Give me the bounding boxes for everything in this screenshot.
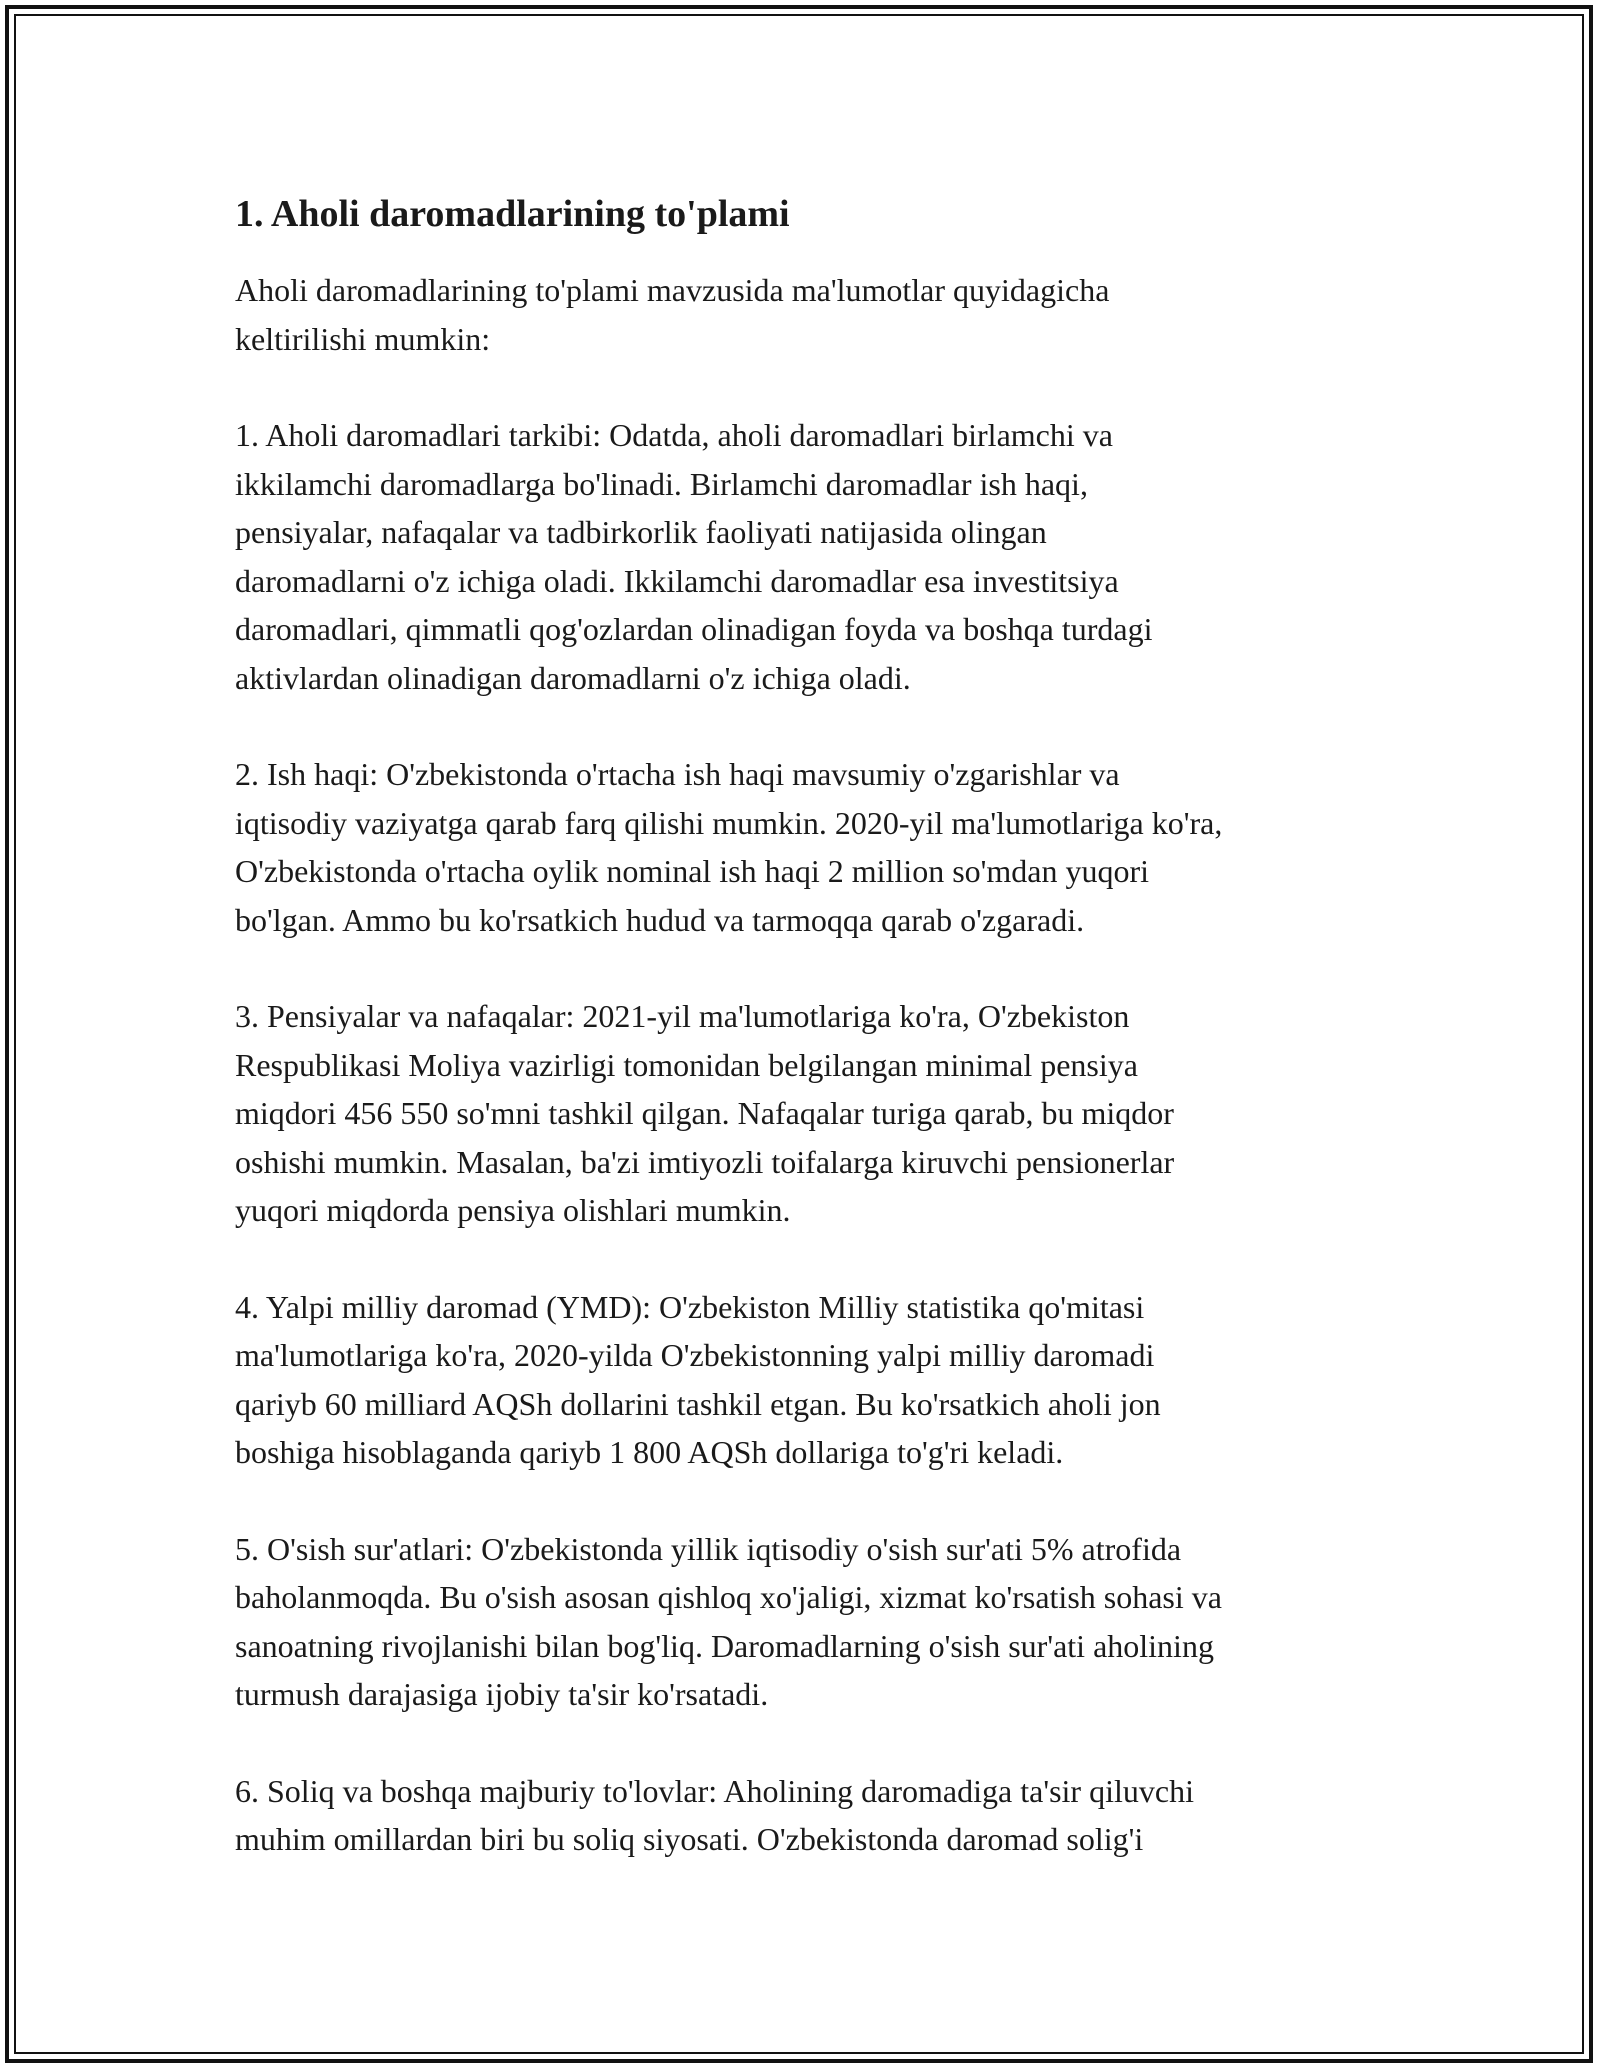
paragraph-growth-rates: 5. O'sish sur'atlari: O'zbekistonda yillik iqtisodiy o'sish sur'ati 5% atrofida baholanmoqda. Bu o'sish asosan qishloq xo'jaligi, xizmat ko'rsatish sohasi va sanoatning rivojlanishi bilan bog'liq. Daromadlarning o'sish sur'ati aholining turmush darajasiga ijobiy ta'sir ko'rsatadi. <box>235 1530 1222 1712</box>
paragraph-gni: 4. Yalpi milliy daromad (YMD): O'zbekiston Milliy statistika qo'mitasi ma'lumotlariga ko'ra, 2020-yilda O'zbekistonning yalpi milliy daromadi qariyb 60 milliard AQSh dollarini tashkil etgan. Bu ko'rsatkich aholi jon boshiga hisoblaganda qariyb 1 800 AQSh dollariga to'g'ri keladi. <box>235 1288 1161 1470</box>
intro-paragraph: Aholi daromadlarining to'plami mavzusida ma'lumotlar quyidagicha keltirilishi mumkin: <box>235 272 1110 357</box>
paragraph-wages: 2. Ish haqi: O'zbekistonda o'rtacha ish haqi mavsumiy o'zgarishlar va iqtisodiy vaziyatga qarab farq qilishi mumkin. 2020-yil ma'lumotlariga ko'ra, O'zbekistonda o'rtacha oylik nominal ish haqi 2 million so'mdan yuqori bo'lgan. Ammo bu ko'rsatkich hudud va tarmoqqa qarab o'zgaradi. <box>235 756 1223 938</box>
paragraph-pensions: 3. Pensiyalar va nafaqalar: 2021-yil ma'lumotlariga ko'ra, O'zbekiston Respublikasi Moliya vazirligi tomonidan belgilangan minimal pensiya miqdori 456 550 so'mni tashkil qilgan. Nafaqalar turiga qarab, bu miqdor oshishi mumkin. Masalan, ba'zi imtiyozli toifalarga kiruvchi pensionerlar yuqori miqdorda pensiya olishlari mumkin. <box>235 998 1175 1228</box>
paragraph-taxes: 6. Soliq va boshqa majburiy to'lovlar: Aholining daromadiga ta'sir qiluvchi muhim omillardan biri bu soliq siyosati. O'zbekistonda daromad solig'i <box>235 1772 1194 1857</box>
document-body <box>235 188 1385 1912</box>
page-title: 1. Aholi daromadlarining to'plami <box>235 193 790 235</box>
paragraph-income-structure: 1. Aholi daromadlari tarkibi: Odatda, aholi daromadlari birlamchi va ikkilamchi daromadlarga bo'linadi. Birlamchi daromadlar ish haqi, pensiyalar, nafaqalar va tadbirkorlik faoliyati natijasida olingan daromadlarni o'z ichiga oladi. Ikkilamchi daromadlar esa investitsiya daromadlari, qimmatli qog'ozlardan olinadigan foyda va boshqa turdagi aktivlardan olinadigan daromadlarni o'z ichiga oladi. <box>235 417 1153 696</box>
